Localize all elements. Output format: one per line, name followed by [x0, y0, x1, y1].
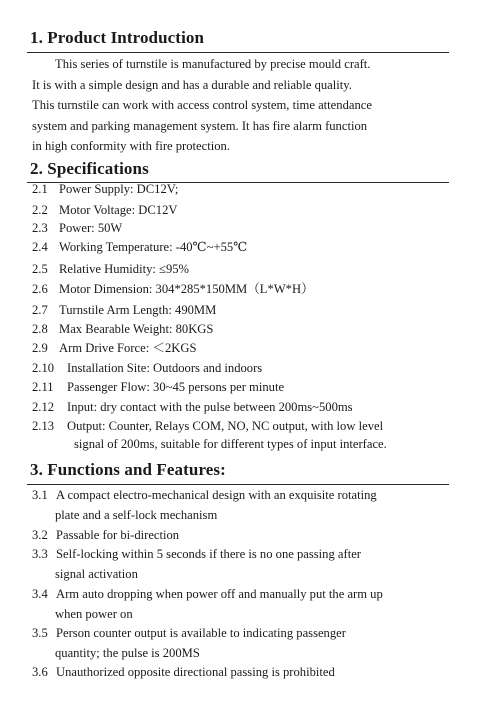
spec-item [32, 280, 314, 298]
intro-line: It is with a simple design and has a durable and reliable quality. [32, 77, 352, 92]
spec-item [32, 398, 353, 416]
spec-text: Power Supply: DC12V; [59, 182, 179, 196]
spec-number: 2.11 [32, 380, 54, 394]
feature-text: Person counter output is available to indicating passenger [56, 626, 346, 640]
intro-line: system and parking management system. It has fire alarm function [32, 118, 368, 133]
spec-text: Input: dry contact with the pulse between 200ms~500ms [67, 400, 353, 414]
feature-item [32, 663, 335, 683]
product-introduction-paragraph [32, 54, 452, 157]
spec-number: 2.1 [32, 182, 48, 196]
spec-item [32, 219, 122, 237]
spec-item [32, 378, 284, 396]
intro-line: This series of turnstile is manufactured by precise mould craft. [55, 57, 371, 71]
feature-number: 3.6 [32, 665, 48, 679]
spec-number: 2.9 [32, 341, 48, 355]
feature-text: Passable for bi-direction [56, 528, 180, 542]
spec-text: Motor Dimension: 304*285*150MM（L*W*H） [59, 282, 314, 296]
feature-text-continued: signal activation [55, 566, 138, 581]
feature-text-continued: quantity; the pulse is 200MS [55, 645, 200, 660]
feature-number: 3.5 [32, 626, 48, 640]
section-divider [27, 484, 449, 485]
spec-number: 2.4 [32, 240, 48, 254]
spec-text: Motor Voltage: DC12V [59, 203, 178, 217]
spec-text: Passenger Flow: 30~45 persons per minute [67, 380, 285, 394]
spec-item [32, 301, 216, 319]
section-divider [27, 52, 449, 53]
spec-number: 2.8 [32, 322, 48, 336]
feature-number: 3.3 [32, 547, 48, 561]
section-heading-functions-features: 3. Functions and Features: [30, 460, 226, 479]
spec-text: Installation Site: Outdoors and indoors [67, 361, 263, 375]
spec-number: 2.2 [32, 203, 48, 217]
spec-item [32, 260, 189, 278]
spec-number: 2.12 [32, 400, 55, 414]
spec-number: 2.3 [32, 221, 48, 235]
spec-text: Relative Humidity: ≤95% [59, 262, 190, 276]
feature-number: 3.4 [32, 587, 48, 601]
spec-text: Max Bearable Weight: 80KGS [59, 322, 214, 336]
feature-text: Arm auto dropping when power off and manually put the arm up [56, 587, 383, 601]
feature-item [32, 486, 377, 525]
feature-item [32, 624, 346, 663]
spec-number: 2.13 [32, 419, 55, 433]
spec-item [32, 339, 196, 357]
feature-text-continued: plate and a self-lock mechanism [55, 507, 218, 522]
spec-number: 2.7 [32, 303, 48, 317]
spec-text-continued: signal of 200ms, suitable for different types of input interface. [74, 437, 387, 451]
spec-item [32, 320, 213, 338]
feature-item [32, 526, 179, 546]
spec-item [32, 201, 177, 219]
intro-line: This turnstile can work with access control system, time attendance [32, 98, 372, 112]
feature-text: A compact electro-mechanical design with an exquisite rotating [56, 488, 377, 502]
spec-text: Turnstile Arm Length: 490MM [59, 303, 217, 317]
feature-item [32, 585, 383, 624]
spec-item [32, 359, 262, 377]
feature-text: Self-locking within 5 seconds if there is no one passing after [56, 547, 361, 561]
spec-item [32, 180, 178, 198]
spec-item [32, 238, 247, 256]
section-heading-specifications: 2. Specifications [30, 159, 149, 178]
spec-text: Working Temperature: -40℃~+55℃ [59, 240, 248, 254]
feature-number: 3.2 [32, 528, 48, 542]
feature-text: Unauthorized opposite directional passing is prohibited [56, 665, 335, 679]
spec-number: 2.5 [32, 262, 48, 276]
spec-number: 2.6 [32, 282, 48, 296]
feature-item [32, 545, 361, 584]
spec-text: Output: Counter, Relays COM, NO, NC output, with low level [67, 419, 384, 433]
spec-text: Arm Drive Force: ＜2KGS [59, 341, 197, 355]
feature-number: 3.1 [32, 488, 48, 502]
intro-line: in high conformity with fire protection. [32, 139, 230, 153]
spec-item [32, 417, 387, 453]
spec-number: 2.10 [32, 361, 55, 375]
section-heading-product-introduction: 1. Product Introduction [30, 28, 205, 47]
spec-text: Power: 50W [59, 221, 123, 235]
feature-text-continued: when power on [55, 606, 133, 621]
